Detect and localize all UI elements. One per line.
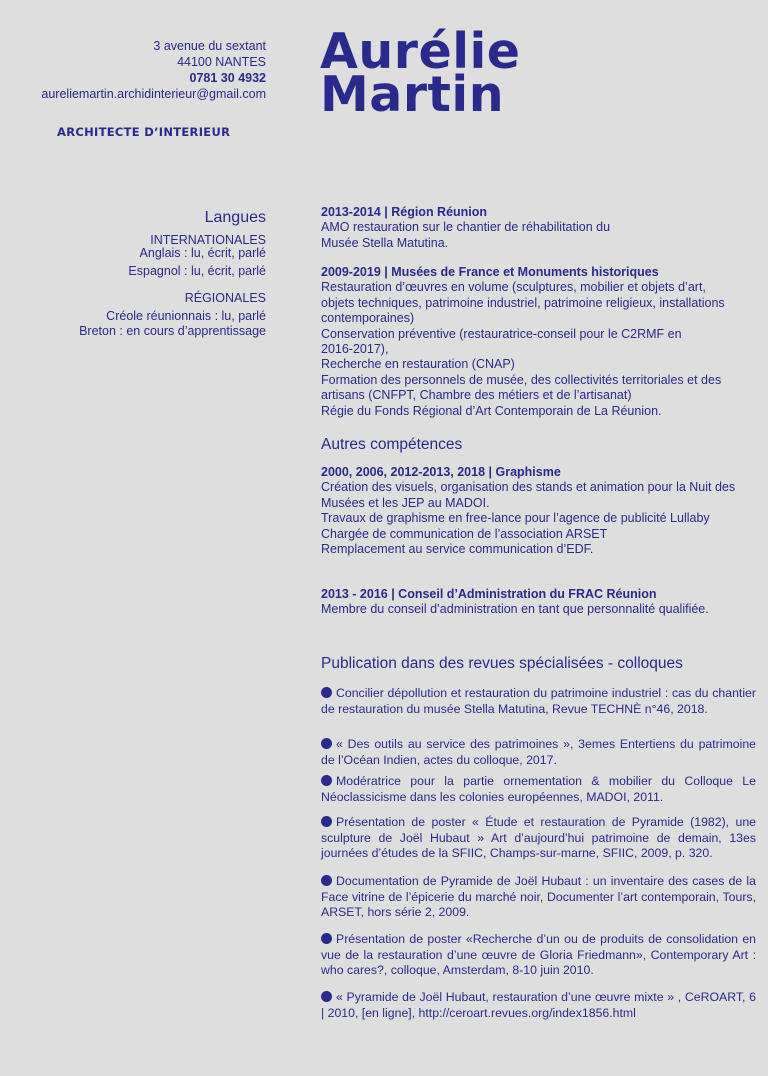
language-item: Créole réunionnais : lu, parlé [106, 309, 266, 323]
other-skills-heading: Autres compétences [321, 436, 463, 453]
publication-text: Documentation de Pyramide de Joël Hubaut : un inventaire des cases de la Face vitrine de l’épicerie du marché noir, Documenter l’art contemporain, Tours, ARSET, hors série 2, 2009. [321, 874, 756, 919]
job-title: ARCHITECTE D’INTERIEUR [57, 125, 231, 139]
publication-item [321, 737, 756, 768]
bullet-icon [321, 991, 332, 1002]
publication-item [321, 932, 756, 979]
skill-line: Membre du conseil d’administration en tant que personnalité qualifiée. [321, 602, 709, 617]
publication-text: Présentation de poster «Recherche d’un ou de produits de consolidation en vue de la restauration d’une œuvre de Gloria Friedmann», Contemporary Art : who cares?, colloque, Amsterdam, 8-10 juin 2010. [321, 932, 756, 977]
languages-heading: Langues [204, 209, 266, 226]
skill-line: Travaux de graphisme en free-lance pour l’agence de publicité Lullaby [321, 511, 710, 526]
skill-line: Musées et les JEP au MADOI. [321, 495, 490, 510]
skill-title: 2013 - 2016 | Conseil d’Administration du FRAC Réunion [321, 587, 657, 601]
publication-item [321, 686, 756, 717]
phone-number: 0781 30 4932 [189, 71, 266, 85]
bullet-icon [321, 738, 332, 749]
publications-heading: Publication dans des revues spécialisées - colloques [321, 655, 683, 672]
skill-title: 2000, 2006, 2012-2013, 2018 | Graphisme [321, 465, 561, 479]
publication-item [321, 815, 756, 862]
publication-text: Présentation de poster « Étude et restauration de Pyramide (1982), une sculpture de Joël Hubaut » Art d’aujourd’hui patrimoine de demain, 13es journées d’études de la SFIIC, Champs-sur-marne, SFIIC, 2009, p. 320. [321, 815, 756, 860]
experience-line: Régie du Fonds Régional d’Art Contemporain de La Réunion. [321, 403, 662, 418]
bullet-icon [321, 933, 332, 944]
experience-line: Recherche en restauration (CNAP) [321, 357, 515, 372]
experience-item [321, 205, 741, 251]
contact-block [41, 38, 266, 102]
skill-line: Remplacement au service communication d’EDF. [321, 542, 594, 557]
experience-item [321, 265, 751, 419]
experience-line: artisans (CNFPT, Chambre des métiers et de l’artisanat) [321, 388, 632, 403]
international-heading: INTERNATIONALES [150, 233, 266, 247]
first-name: Aurélie [320, 23, 521, 80]
experience-line: Musée Stella Matutina. [321, 235, 449, 250]
experience-line: contemporaines) [321, 311, 415, 326]
publication-text: Concilier dépollution et restauration du patrimoine industriel : cas du chantier de restauration du musée Stella Matutina, Revue TECHNÈ n°46, 2018. [321, 686, 756, 716]
regional-heading: RÉGIONALES [184, 291, 266, 305]
full-name [320, 23, 521, 123]
publication-item [321, 774, 756, 805]
experience-title: 2013-2014 | Région Réunion [321, 205, 488, 219]
skill-line: Chargée de communication de l’association ARSET [321, 526, 608, 541]
address-line-2: 44100 NANTES [177, 55, 266, 69]
language-item: Breton : en cours d’apprentissage [79, 324, 266, 338]
bullet-icon [321, 687, 332, 698]
experience-line: Restauration d’œuvres en volume (sculptures, mobilier et objets d’art, [321, 280, 706, 295]
skill-item [321, 587, 741, 618]
experience-line: AMO restauration sur le chantier de réhabilitation du [321, 220, 611, 235]
publication-text: Modératrice pour la partie ornementation & mobilier du Colloque Le Néoclassicisme dans les colonies européennes, MADOI, 2011. [321, 774, 756, 804]
skill-line: Création des visuels, organisation des stands et animation pour la Nuit des [321, 480, 736, 495]
bullet-icon [321, 775, 332, 786]
languages-section [79, 210, 266, 339]
language-item: Espagnol : lu, écrit, parlé [128, 264, 266, 278]
publication-item [321, 990, 756, 1021]
publication-item [321, 874, 756, 921]
experience-line: 2016-2017), [321, 342, 389, 357]
experience-title: 2009-2019 | Musées de France et Monuments historiques [321, 265, 659, 279]
experience-line: objets techniques, patrimoine industriel, patrimoine religieux, installations [321, 295, 725, 310]
last-name: Martin [320, 66, 505, 123]
skill-item [321, 465, 741, 557]
email-address: aureliemartin.archidinterieur@gmail.com [41, 87, 266, 101]
experience-line: Conservation préventive (restauratrice-conseil pour le C2RMF en [321, 326, 682, 341]
publication-text: « Pyramide de Joël Hubaut, restauration d’une œuvre mixte » , CeROART, 6 | 2010, [en ligne], http://ceroart.revues.org/index1856.html [321, 990, 756, 1020]
address-line-1: 3 avenue du sextant [153, 39, 266, 53]
experience-line: Formation des personnels de musée, des collectivités territoriales et des [321, 372, 722, 387]
bullet-icon [321, 875, 332, 886]
bullet-icon [321, 816, 332, 827]
publication-text: « Des outils au service des patrimoines », 3emes Entertiens du patrimoine de l’Océan Indien, actes du colloque, 2017. [321, 737, 756, 767]
language-item: Anglais : lu, écrit, parlé [139, 246, 266, 260]
